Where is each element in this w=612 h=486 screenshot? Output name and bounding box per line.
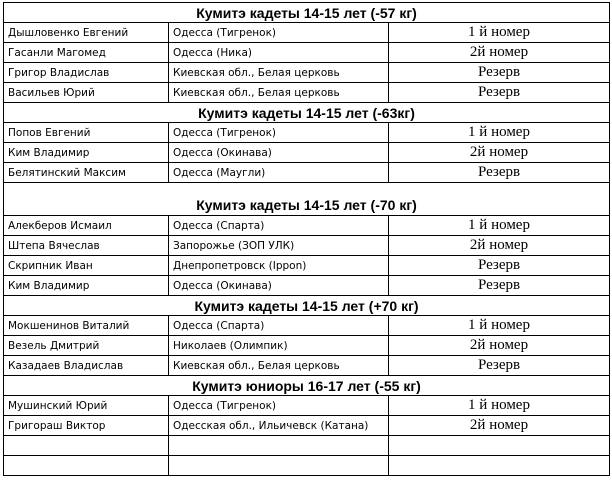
- section-header: [4, 3, 610, 23]
- section-title: Кумитэ кадеты 14-15 лет (-57 кг): [4, 3, 610, 23]
- athlete-name-cell: Дышловенко Евгений: [4, 23, 169, 43]
- club-cell: Киевская обл., Белая церковь: [169, 63, 389, 83]
- club-cell: Запорожье (ЗОП УЛК): [169, 236, 389, 256]
- table-row: [4, 23, 610, 43]
- empty-cell: [169, 436, 389, 456]
- club-cell: Одесса (Тигренок): [169, 123, 389, 143]
- table-row: [4, 276, 610, 296]
- athlete-name-cell: Штепа Вячеслав: [4, 236, 169, 256]
- athlete-name-cell: Мушинский Юрий: [4, 396, 169, 416]
- athlete-name-cell: Мокшенинов Виталий: [4, 316, 169, 336]
- table-row: [4, 216, 610, 236]
- club-cell: Днепропетровск (Ippon): [169, 256, 389, 276]
- empty-cell: [389, 436, 610, 456]
- table-row: [4, 416, 610, 436]
- place-cell: 2й номер: [389, 336, 610, 356]
- table-row: [4, 43, 610, 63]
- section-title: Кумитэ кадеты 14-15 лет (-70 кг): [4, 183, 610, 216]
- empty-cell: [389, 456, 610, 476]
- results-table: [3, 2, 610, 476]
- place-cell: 1 й номер: [389, 123, 610, 143]
- section-header: [4, 296, 610, 316]
- section-header: [4, 103, 610, 123]
- place-cell: 2й номер: [389, 236, 610, 256]
- club-cell: Одесса (Спарта): [169, 316, 389, 336]
- place-cell: 1 й номер: [389, 216, 610, 236]
- club-cell: Одесса (Тигренок): [169, 23, 389, 43]
- table-row: [4, 63, 610, 83]
- place-cell: 2й номер: [389, 416, 610, 436]
- empty-cell: [4, 456, 169, 476]
- athlete-name-cell: Казадаев Владислав: [4, 356, 169, 376]
- place-cell: Резерв: [389, 63, 610, 83]
- place-cell: 1 й номер: [389, 396, 610, 416]
- place-cell: 1 й номер: [389, 23, 610, 43]
- athlete-name-cell: Григор Владислав: [4, 63, 169, 83]
- athlete-name-cell: Ким Владимир: [4, 143, 169, 163]
- club-cell: Одесса (Тигренок): [169, 396, 389, 416]
- empty-row: [4, 436, 610, 456]
- table-row: [4, 256, 610, 276]
- club-cell: Одесса (Спарта): [169, 216, 389, 236]
- table-row: [4, 396, 610, 416]
- table-row: [4, 316, 610, 336]
- place-cell: Резерв: [389, 256, 610, 276]
- club-cell: Одесса (Маугли): [169, 163, 389, 183]
- place-cell: Резерв: [389, 276, 610, 296]
- section-title: Кумитэ кадеты 14-15 лет (+70 кг): [4, 296, 610, 316]
- athlete-name-cell: Попов Евгений: [4, 123, 169, 143]
- athlete-name-cell: Гасанли Магомед: [4, 43, 169, 63]
- place-cell: Резерв: [389, 356, 610, 376]
- table-row: [4, 83, 610, 103]
- athlete-name-cell: Белятинский Максим: [4, 163, 169, 183]
- section-title: Кумитэ кадеты 14-15 лет (-63кг): [4, 103, 610, 123]
- place-cell: 2й номер: [389, 43, 610, 63]
- club-cell: Одесса (Окинава): [169, 276, 389, 296]
- section-header: [4, 183, 610, 216]
- athlete-name-cell: Везель Дмитрий: [4, 336, 169, 356]
- club-cell: Одесса (Окинава): [169, 143, 389, 163]
- table-row: [4, 356, 610, 376]
- section-title: Кумитэ юниоры 16-17 лет (-55 кг): [4, 376, 610, 396]
- athlete-name-cell: Васильев Юрий: [4, 83, 169, 103]
- place-cell: Резерв: [389, 163, 610, 183]
- club-cell: Киевская обл., Белая церковь: [169, 356, 389, 376]
- table-row: [4, 163, 610, 183]
- place-cell: 1 й номер: [389, 316, 610, 336]
- empty-row: [4, 456, 610, 476]
- table-row: [4, 336, 610, 356]
- athlete-name-cell: Скрипник Иван: [4, 256, 169, 276]
- athlete-name-cell: Ким Владимир: [4, 276, 169, 296]
- club-cell: Николаев (Олимпик): [169, 336, 389, 356]
- athlete-name-cell: Григораш Виктор: [4, 416, 169, 436]
- place-cell: 2й номер: [389, 143, 610, 163]
- section-header: [4, 376, 610, 396]
- place-cell: Резерв: [389, 83, 610, 103]
- club-cell: Киевская обл., Белая церковь: [169, 83, 389, 103]
- empty-cell: [4, 436, 169, 456]
- table-row: [4, 236, 610, 256]
- club-cell: Одесса (Ника): [169, 43, 389, 63]
- table-row: [4, 123, 610, 143]
- table-row: [4, 143, 610, 163]
- athlete-name-cell: Алекберов Исмаил: [4, 216, 169, 236]
- empty-cell: [169, 456, 389, 476]
- club-cell: Одесская обл., Ильичевск (Катана): [169, 416, 389, 436]
